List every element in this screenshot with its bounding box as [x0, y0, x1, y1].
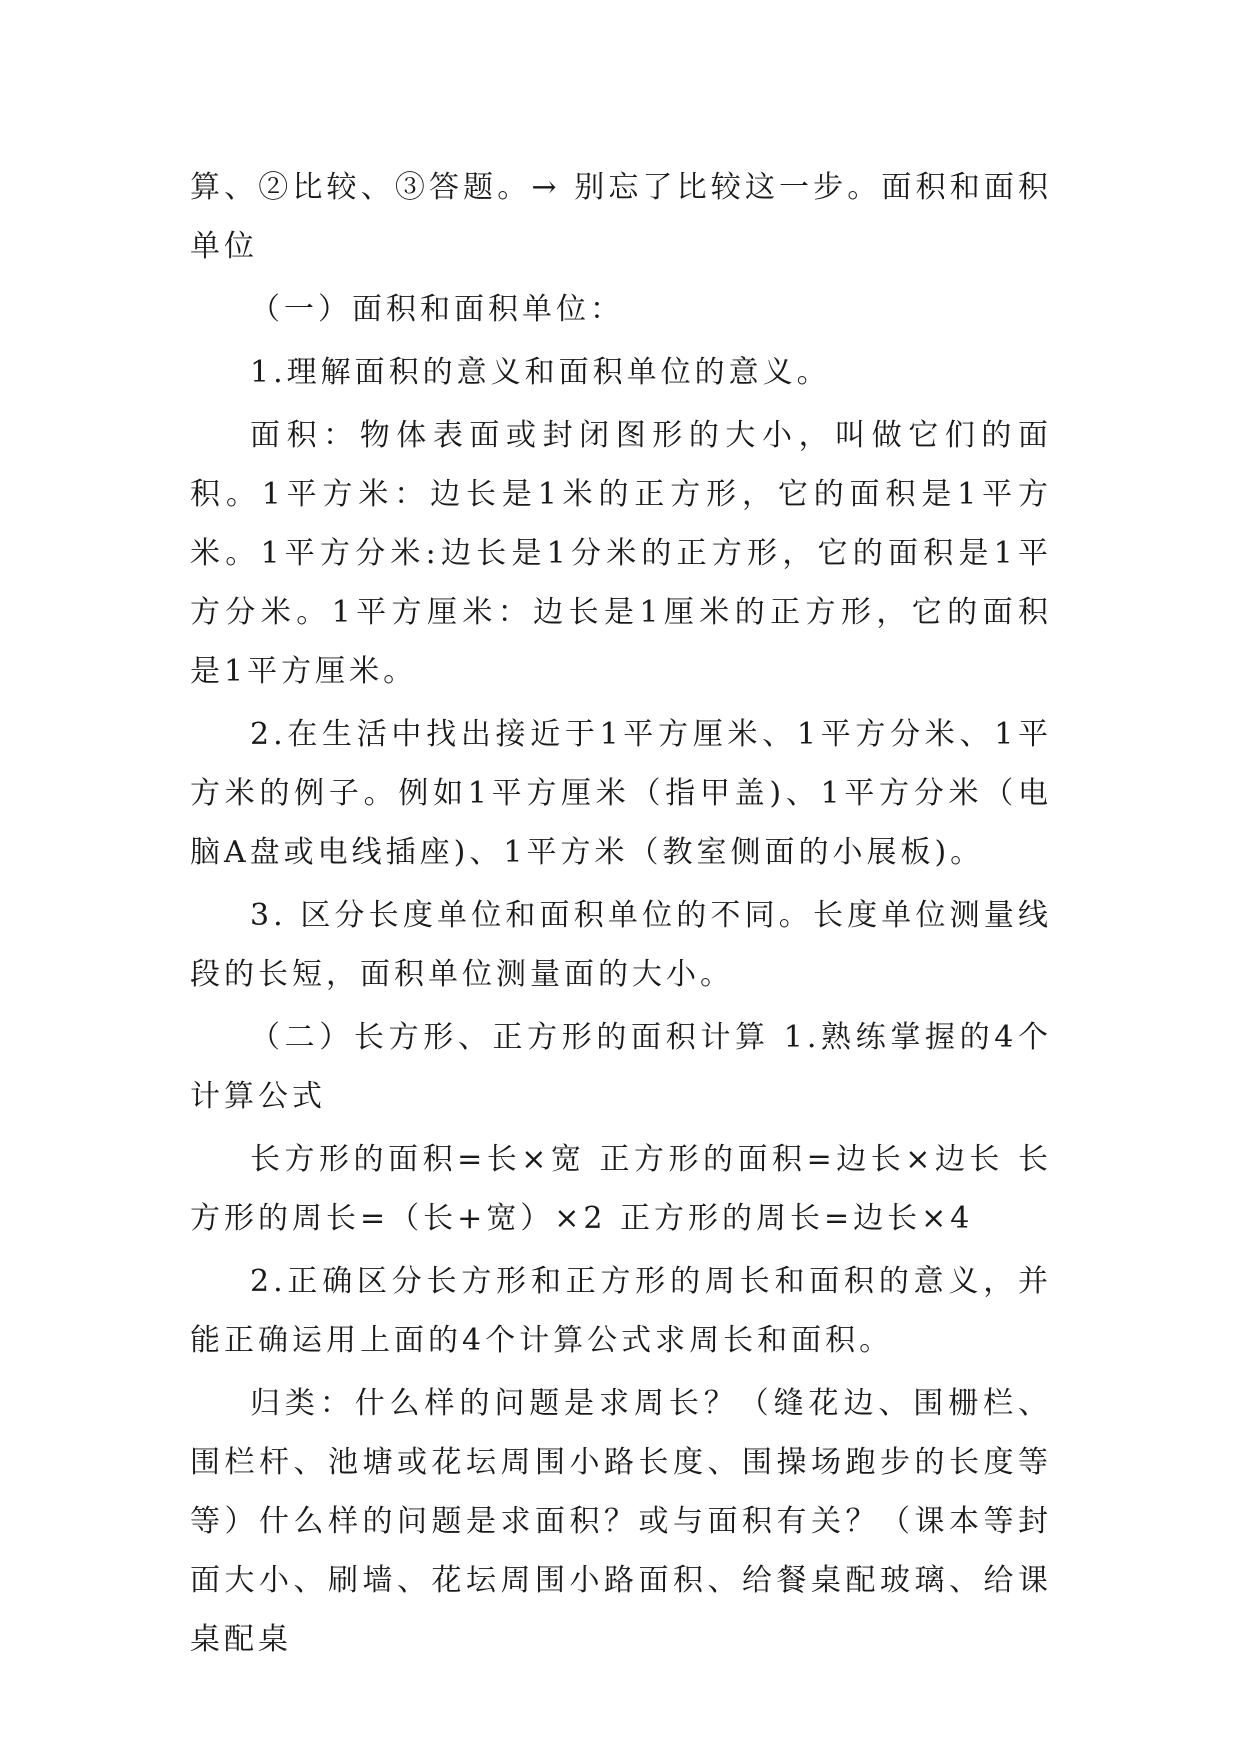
- section-heading-area-units: （一）面积和面积单位：: [250, 292, 624, 327]
- document-body: [190, 158, 1052, 1669]
- paragraph-point-1: 1.理解面积的意义和面积单位的意义。: [250, 355, 831, 390]
- paragraph-formulas: 长方形的面积=长×宽 正方形的面积=边长×边长 长方形的周长=（长+宽）×2 正方形的周长=边长×4: [190, 1142, 1052, 1236]
- paragraph-point-2-distinguish: 2.正确区分长方形和正方形的周长和面积的意义，并能正确运用上面的4个计算公式求周长和面积。: [190, 1264, 1052, 1358]
- paragraph-point-3-units-difference: 3. 区分长度单位和面积单位的不同。长度单位测量线段的长短，面积单位测量面的大小。: [190, 898, 1052, 992]
- section-heading-rectangle-square: （二）长方形、正方形的面积计算 1.熟练掌握的4个计算公式: [190, 1020, 1052, 1114]
- paragraph-continuation: 算、②比较、③答题。→ 别忘了比较这一步。面积和面积单位: [190, 170, 1052, 264]
- paragraph-area-definitions: 面积：物体表面或封闭图形的大小，叫做它们的面积。1平方米：边长是1米的正方形，它的面积是1平方米。1平方分米:边长是1分米的正方形，它的面积是1平方分米。1平方厘米：边长是1厘米的正方形，它的面积是1平方厘米。: [190, 418, 1052, 689]
- paragraph-point-2-examples: 2.在生活中找出接近于1平方厘米、1平方分米、1平方米的例子。例如1平方厘米（指甲盖)、1平方分米（电脑A盘或电线插座)、1平方米（教室侧面的小展板)。: [190, 717, 1052, 870]
- paragraph-classification: 归类：什么样的问题是求周长？（缝花边、围栅栏、围栏杆、池塘或花坛周围小路长度、围操场跑步的长度等等）什么样的问题是求面积？或与面积有关？（课本等封面大小、刷墙、花坛周围小路面积、给餐桌配玻璃、给课桌配桌: [190, 1386, 1052, 1657]
